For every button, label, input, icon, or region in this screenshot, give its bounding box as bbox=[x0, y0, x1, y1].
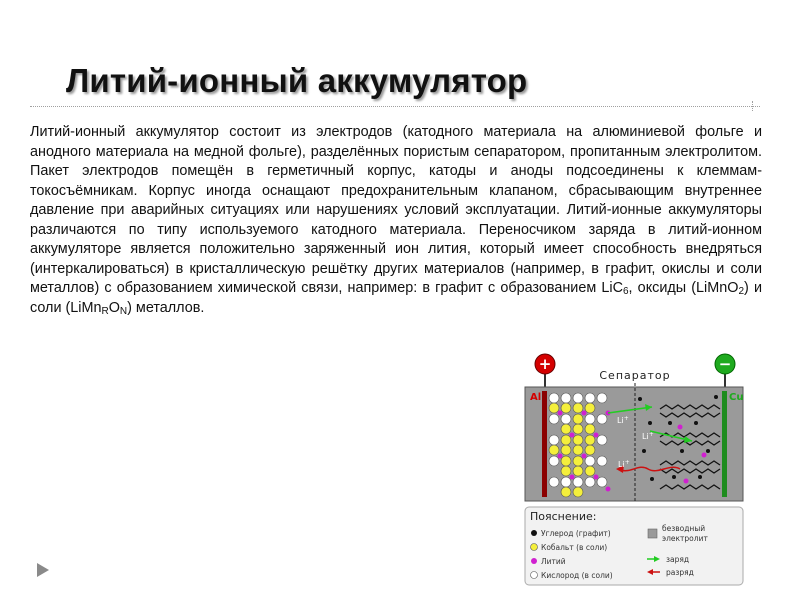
separator-label: Сепаратор bbox=[599, 369, 671, 382]
title-divider bbox=[30, 106, 760, 107]
body-paragraph bbox=[30, 123, 762, 318]
subscript-n: N bbox=[119, 305, 128, 317]
legend-discharge: разряд bbox=[666, 568, 694, 577]
next-slide-arrow-icon[interactable] bbox=[37, 563, 49, 577]
body-text-part5: ) металлов. bbox=[127, 299, 205, 316]
body-text-part3: ) и соли (LiMn bbox=[30, 280, 762, 316]
cathode-label: Al bbox=[530, 392, 542, 403]
legend-lithium: Литий bbox=[541, 557, 566, 566]
title-divider-tick bbox=[752, 101, 753, 111]
minus-symbol: − bbox=[718, 355, 732, 373]
ion-label-2: Li+ bbox=[642, 431, 654, 441]
legend-carbon: Углерод (графит) bbox=[541, 529, 611, 538]
lithium-legend-icon bbox=[531, 558, 537, 564]
legend-oxygen: Кислород (в соли) bbox=[541, 571, 613, 580]
subscript-2: 2 bbox=[738, 286, 745, 297]
subscript-r: R bbox=[101, 305, 109, 317]
legend-charge: заряд bbox=[666, 555, 690, 564]
legend-electrolyte-line1: безводный bbox=[662, 524, 706, 533]
ion-label-3: Li+ bbox=[618, 459, 630, 469]
oxygen-legend-icon bbox=[531, 572, 538, 579]
plus-symbol: + bbox=[538, 355, 552, 373]
subscript-6: 6 bbox=[622, 286, 629, 297]
cobalt-legend-icon bbox=[531, 544, 538, 551]
cathode-plate bbox=[542, 391, 547, 497]
body-text-part4: O bbox=[108, 299, 120, 316]
body-text-part2: , оксиды (LiMnO bbox=[628, 280, 739, 296]
legend-cobalt: Кобальт (в соли) bbox=[541, 543, 608, 552]
battery-diagram bbox=[520, 351, 746, 587]
electrolyte-legend-icon bbox=[648, 529, 657, 538]
anode-plate bbox=[722, 391, 727, 497]
ion-label-1: Li+ bbox=[617, 415, 629, 425]
slide-title: Литий-ионный аккумулятор bbox=[66, 62, 528, 99]
legend-title: Пояснение: bbox=[530, 510, 597, 523]
legend-electrolyte-line2: электролит bbox=[662, 534, 708, 543]
anode-label: Cu bbox=[729, 392, 744, 403]
carbon-legend-icon bbox=[531, 530, 537, 536]
body-text-part1: Литий-ионный аккумулятор состоит из электродов (катодного материала на алюминиевой фольге и анодного материала на медной фольге), разделённых пористым сепаратором, пропитанным электролитом. Пакет электродов помещён в герметичный корпус, катоды и аноды подсоединены к клеммам-токосъёмникам. Корпус иногда оснащают предохранительным клапаном, сбрасывающим внутреннее давление при аварийных ситуациях или нарушениях условий эксплуатации. Литий-ионные аккумуляторы различаются по типу используемого катодного материала. Переносчиком заряда в литий-ионном аккумуляторе является положительно заряженный ион лития, который имеет способность внедряться (интеркалироваться) в кристаллическую решётку других материалов (например, в графит, окислы и соли металлов) с образованием химической связи, например: в графит с образованием LiC bbox=[30, 124, 762, 296]
